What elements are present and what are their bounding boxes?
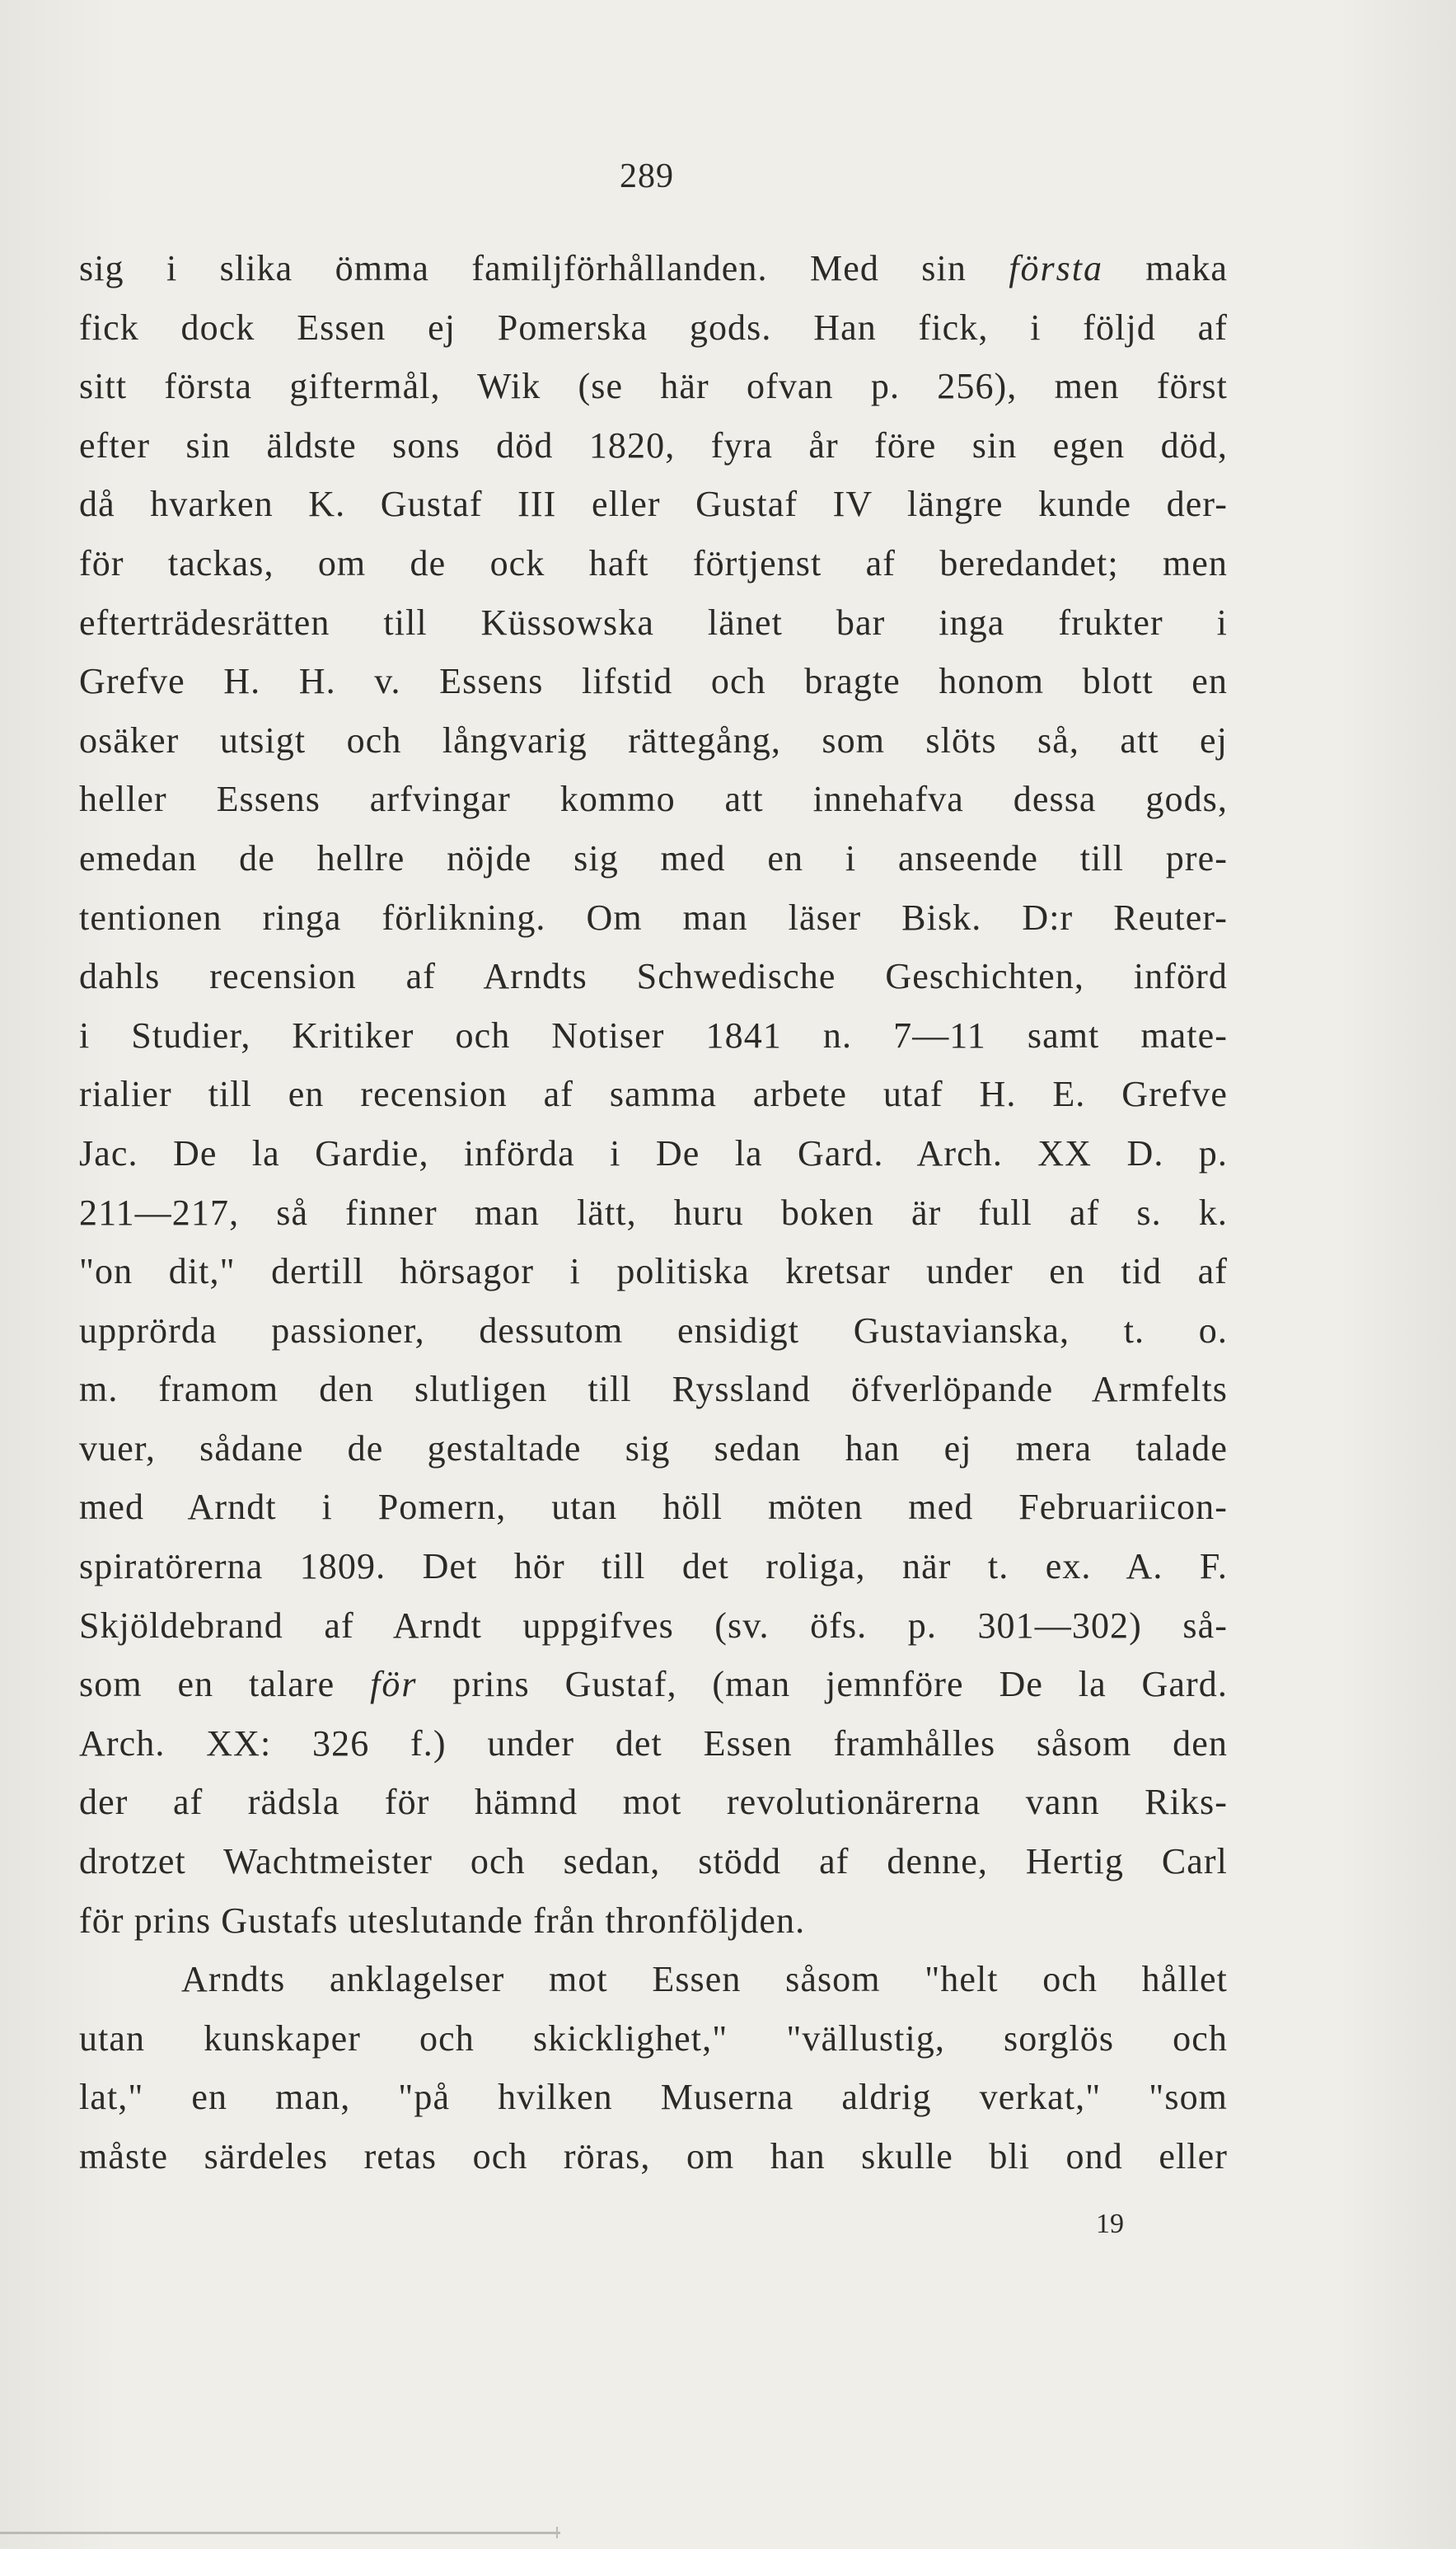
emphasis-first: första	[1009, 248, 1103, 288]
emphasis-for: för	[370, 1664, 418, 1705]
text-line: emedan de hellre nöjde sig med en i anseende till pre-	[79, 837, 1228, 879]
text-line: med Arndt i Pomern, utan höll möten med Februariicon-	[79, 1487, 1228, 1528]
text-line: Grefve H. H. v. Essens lifstid och bragte honom blott en	[79, 661, 1228, 702]
text-line: för tackas, om de ock haft förtjenst af beredandet; men	[79, 542, 1228, 583]
paragraph-start-line: Arndts anklagelser mot Essen såsom "helt och hållet	[181, 1959, 1228, 2000]
text-line: Arch. XX: 326 f.) under det Essen framhålles såsom den	[79, 1722, 1228, 1764]
text-line: drotzet Wachtmeister och sedan, stödd af denne, Hertig Carl	[79, 1841, 1228, 1882]
signature-mark: 19	[1096, 2209, 1124, 2239]
text-line: m. framom den slutligen till Ryssland öfverlöpande Armfelts	[79, 1369, 1228, 1410]
text-line: osäker utsigt och långvarig rättegång, som slöts så, att ej	[79, 719, 1228, 761]
text-line: Skjöldebrand af Arndt uppgifves (sv. öfs. p. 301—302) så-	[79, 1605, 1228, 1646]
text-line: heller Essens arfvingar kommo att innehafva dessa gods,	[79, 779, 1228, 820]
text-line: upprörda passioner, dessutom ensidigt Gustavianska, t. o.	[79, 1310, 1228, 1351]
bottom-rule	[0, 2532, 560, 2534]
text-line: fick dock Essen ej Pomerska gods. Han fick, i följd af	[79, 307, 1228, 348]
bottom-rule-tick	[556, 2527, 558, 2538]
page-number: 289	[620, 157, 674, 195]
text-line: vuer, sådane de gestaltade sig sedan han ej mera talade	[79, 1427, 1228, 1469]
text-line: der af rädsla för hämnd mot revolutionärerna vann Riks-	[79, 1782, 1228, 1823]
text-line: rialier till en recension af samma arbete utaf H. E. Grefve	[79, 1074, 1228, 1115]
text-line: då hvarken K. Gustaf III eller Gustaf IV längre kunde der-	[79, 484, 1228, 525]
text-line: i Studier, Kritiker och Notiser 1841 n. 7—11 samt mate-	[79, 1014, 1228, 1056]
text-line: spiratörerna 1809. Det hör till det roliga, när t. ex. A. F.	[79, 1546, 1228, 1587]
text-line: sig i slika ömma familjförhållanden. Med sin första maka	[79, 248, 1228, 288]
text-line: dahls recension af Arndts Schwedische Geschichten, införd	[79, 956, 1228, 997]
text-line: Jac. De la Gardie, införda i De la Gard. Arch. XX D. p.	[79, 1132, 1228, 1174]
paragraph-end-line: för prins Gustafs uteslutande från thronföljden.	[79, 1900, 806, 1941]
text-line: efter sin äldste sons död 1820, fyra år före sin egen död,	[79, 424, 1228, 466]
text-line: tentionen ringa förlikning. Om man läser Bisk. D:r Reuter-	[79, 897, 1228, 938]
text-line: som en talare för prins Gustaf, (man jemnföre De la Gard.	[79, 1664, 1228, 1705]
text-line: måste särdeles retas och röras, om han skulle bli ond eller	[79, 2136, 1228, 2176]
text-line: lat," en man, "på hvilken Muserna aldrig verkat," "som	[79, 2077, 1228, 2118]
text-line: utan kunskaper och skicklighet," "vällustig, sorglös och	[79, 2017, 1228, 2059]
text-line: sitt första giftermål, Wik (se här ofvan p. 256), men först	[79, 366, 1228, 407]
text-line: "on dit," dertill hörsagor i politiska kretsar under en tid af	[79, 1251, 1228, 1292]
body-text	[79, 239, 1228, 2186]
text-line: 211—217, så finner man lätt, huru boken är full af s. k.	[79, 1192, 1228, 1233]
text-line: efterträdesrätten till Küssowska länet bar inga frukter i	[79, 602, 1228, 643]
